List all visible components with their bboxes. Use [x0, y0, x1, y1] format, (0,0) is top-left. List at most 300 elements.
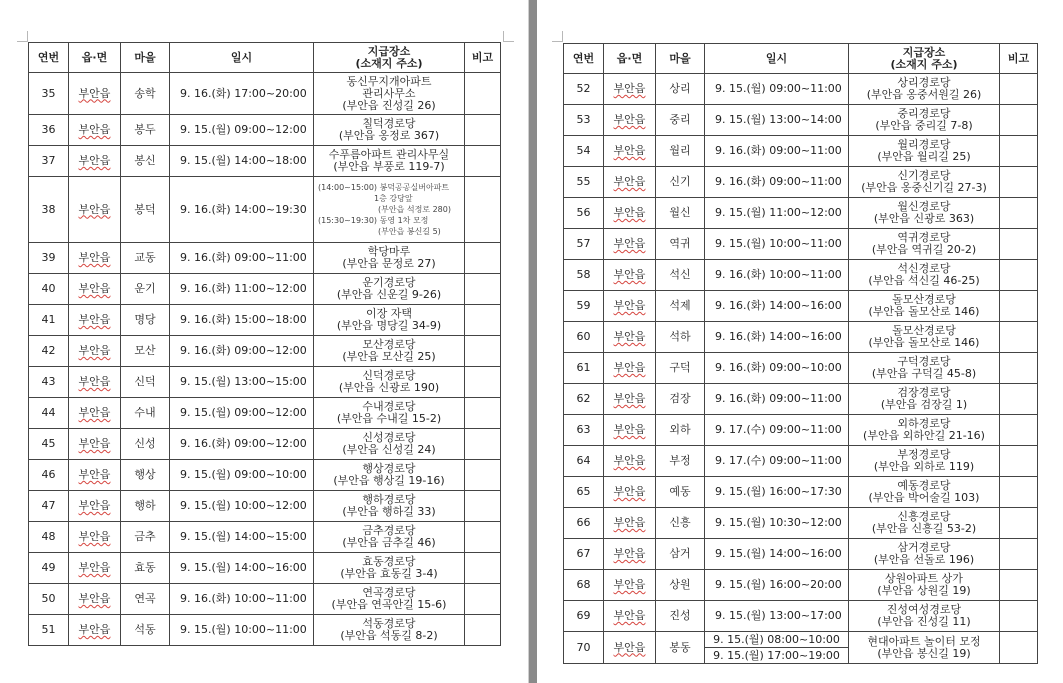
place-address: (부안읍 석동길 8-2) — [340, 629, 438, 642]
row-place — [314, 73, 465, 115]
row-datetime: 9. 15.(월) 09:00~12:00 — [170, 115, 314, 146]
row-place — [849, 136, 1000, 167]
header-town: 읍·면 — [69, 43, 121, 73]
place-address: (부안읍 모산길 25) — [342, 350, 436, 363]
row-number: 37 — [29, 146, 69, 177]
row-note — [1000, 415, 1038, 446]
row-village: 수내 — [121, 398, 170, 429]
place-address: (부안읍 신흥길 53-2) — [871, 522, 977, 535]
row-note — [465, 584, 501, 615]
row-note — [1000, 477, 1038, 508]
place-name: 이장 자택 — [365, 307, 412, 320]
town-name: 부안읍 — [78, 202, 111, 216]
row-number: 62 — [564, 384, 604, 415]
row-number: 68 — [564, 570, 604, 601]
row-place — [849, 508, 1000, 539]
row-number: 48 — [29, 522, 69, 553]
place-name: 중리경로당 — [897, 107, 951, 120]
row-note — [465, 615, 501, 646]
row-number: 57 — [564, 229, 604, 260]
row-town — [69, 491, 121, 522]
place-name: 석신경로당 — [897, 262, 951, 275]
row-datetime: 9. 15.(월) 16:00~17:30 — [705, 477, 849, 508]
row-datetime: 9. 15.(월) 13:00~17:00 — [705, 601, 849, 632]
row-datetime: 9. 16.(화) 14:00~16:00 — [705, 291, 849, 322]
town-name: 부안읍 — [613, 206, 646, 219]
row-place — [314, 146, 465, 177]
datetime-slot: 9. 15.(월) 17:00~19:00 — [705, 647, 848, 663]
place-address: (부안읍 구덕길 45-8) — [871, 367, 977, 380]
row-town — [69, 115, 121, 146]
row-number: 45 — [29, 429, 69, 460]
table-row — [564, 384, 1038, 415]
row-town — [604, 105, 656, 136]
row-datetime: 9. 17.(수) 09:00~11:00 — [705, 446, 849, 477]
row-town — [604, 291, 656, 322]
row-number: 61 — [564, 353, 604, 384]
place-address: (부안읍 문정로 27) — [342, 257, 436, 270]
crop-mark-top-left — [17, 31, 28, 42]
place-name: 상리경로당 — [897, 76, 951, 89]
row-number: 70 — [564, 632, 604, 664]
row-number: 56 — [564, 198, 604, 229]
row-village: 예동 — [656, 477, 705, 508]
town-name: 부안읍 — [613, 113, 646, 126]
row-town — [604, 322, 656, 353]
row-place — [849, 446, 1000, 477]
table-row — [564, 136, 1038, 167]
row-place — [314, 115, 465, 146]
town-name: 부안읍 — [613, 299, 646, 312]
header-num: 연번 — [29, 43, 69, 73]
row-note — [1000, 508, 1038, 539]
place-name: 모산경로당 — [362, 338, 416, 351]
row-village: 외하 — [656, 415, 705, 446]
row-town — [604, 198, 656, 229]
town-name: 부안읍 — [78, 282, 111, 295]
table-row — [564, 632, 1038, 664]
row-note — [465, 429, 501, 460]
table-row — [29, 553, 501, 584]
row-datetime: 9. 15.(월) 09:00~12:00 — [170, 398, 314, 429]
place-address: (부안읍 신성길 24) — [342, 443, 436, 456]
row-village: 행하 — [121, 491, 170, 522]
place-name: 돌모산경로당 — [892, 293, 956, 306]
table-row — [564, 74, 1038, 105]
place-address: (부안읍 부풍로 119-7) — [333, 160, 445, 173]
right-page — [537, 0, 1063, 683]
place-name: 수푸름아파트 관리사무실 — [328, 148, 450, 161]
row-place — [849, 539, 1000, 570]
town-name: 부안읍 — [78, 499, 111, 512]
place-address: (부안읍 박어술길 103) — [868, 491, 980, 504]
row-village: 신덕 — [121, 367, 170, 398]
town-name: 부안읍 — [78, 375, 111, 388]
town-name: 부안읍 — [78, 313, 111, 326]
table-row — [29, 177, 501, 243]
row-number: 58 — [564, 260, 604, 291]
row-town — [69, 398, 121, 429]
place-address: (부안읍 월리길 25) — [877, 150, 971, 163]
row-datetime: 9. 15.(월) 10:00~11:00 — [705, 229, 849, 260]
place-address: (부안읍 검장길 1) — [880, 398, 968, 411]
place-address: (부안읍 수내길 15-2) — [336, 412, 442, 425]
header-village: 마을 — [121, 43, 170, 73]
town-name: 부안읍 — [78, 561, 111, 574]
place-name: 칠덕경로당 — [362, 117, 416, 130]
town-name: 부안읍 — [78, 344, 111, 357]
place-name: 석동경로당 — [362, 617, 416, 630]
row-town — [69, 460, 121, 491]
row-note — [465, 460, 501, 491]
row-number: 53 — [564, 105, 604, 136]
town-name: 부안읍 — [613, 485, 646, 498]
row-village: 역귀 — [656, 229, 705, 260]
row-note — [1000, 322, 1038, 353]
row-place — [314, 615, 465, 646]
left-table — [28, 42, 501, 646]
place-name: 효동경로당 — [362, 555, 416, 568]
row-datetime: 9. 16.(화) 09:00~11:00 — [705, 167, 849, 198]
crop-mark-top-left — [552, 31, 563, 42]
table-row — [564, 260, 1038, 291]
header-place: 지급장소 (소재지 주소) — [314, 43, 465, 73]
row-note — [465, 274, 501, 305]
row-number: 59 — [564, 291, 604, 322]
row-datetime: 9. 16.(화) 11:00~12:00 — [170, 274, 314, 305]
row-town — [69, 553, 121, 584]
row-place — [314, 305, 465, 336]
place-name: 외하경로당 — [897, 417, 951, 430]
town-name: 부안읍 — [78, 123, 111, 136]
row-village: 신성 — [121, 429, 170, 460]
town-name: 부안읍 — [613, 609, 646, 622]
row-town — [604, 601, 656, 632]
row-village: 송학 — [121, 73, 170, 115]
place-line: (15:30~19:30) 동영 1차 모정 — [318, 216, 429, 225]
row-note — [465, 398, 501, 429]
row-place — [314, 398, 465, 429]
row-note — [1000, 167, 1038, 198]
row-note — [465, 305, 501, 336]
row-datetime — [705, 632, 849, 664]
place-name: 금추경로당 — [362, 524, 416, 537]
row-town — [604, 229, 656, 260]
row-town — [69, 615, 121, 646]
row-place — [849, 229, 1000, 260]
table-row — [564, 198, 1038, 229]
row-datetime: 9. 16.(화) 09:00~11:00 — [705, 136, 849, 167]
row-town — [604, 632, 656, 664]
row-number: 38 — [29, 177, 69, 243]
row-note — [465, 243, 501, 274]
table-row — [29, 274, 501, 305]
row-note — [1000, 74, 1038, 105]
place-address: (부안읍 상원길 19) — [877, 584, 971, 597]
place-name: 수내경로당 — [362, 400, 416, 413]
place-line: (부안읍 석정로 280) — [378, 205, 451, 214]
town-name: 부안읍 — [78, 468, 111, 481]
table-row — [564, 415, 1038, 446]
table-row — [29, 615, 501, 646]
row-note — [1000, 105, 1038, 136]
place-address: (부안읍 중리길 7-8) — [875, 119, 973, 132]
row-number: 50 — [29, 584, 69, 615]
header-note: 비고 — [1000, 44, 1038, 74]
town-name: 부안읍 — [613, 423, 646, 436]
place-name: 검장경로당 — [897, 386, 951, 399]
town-name: 부안읍 — [613, 82, 646, 95]
row-village: 진성 — [656, 601, 705, 632]
row-town — [69, 177, 121, 243]
place-name: 삼거경로당 — [897, 541, 951, 554]
row-datetime: 9. 16.(화) 09:00~12:00 — [170, 429, 314, 460]
place-line: (14:00~15:00) 봉덕공공실버아파트 — [318, 183, 450, 192]
row-note — [1000, 136, 1038, 167]
row-datetime: 9. 16.(화) 14:00~19:30 — [170, 177, 314, 243]
row-village: 상리 — [656, 74, 705, 105]
row-note — [465, 73, 501, 115]
row-place — [849, 260, 1000, 291]
place-name: 학당마루 — [367, 245, 411, 258]
table-row — [564, 539, 1038, 570]
row-village: 중리 — [656, 105, 705, 136]
place-name: 돌모산경로당 — [892, 324, 956, 337]
row-datetime: 9. 15.(월) 10:30~12:00 — [705, 508, 849, 539]
header-num: 연번 — [564, 44, 604, 74]
row-place — [314, 491, 465, 522]
row-town — [69, 146, 121, 177]
row-place — [314, 429, 465, 460]
row-village: 모산 — [121, 336, 170, 367]
place-name: 역귀경로당 — [897, 231, 951, 244]
town-name: 부안읍 — [613, 175, 646, 188]
row-place — [314, 243, 465, 274]
town-name: 부안읍 — [613, 392, 646, 405]
row-town — [69, 336, 121, 367]
place-name: 현대아파트 놀이터 모정 — [867, 634, 981, 648]
row-number: 49 — [29, 553, 69, 584]
header-village: 마을 — [656, 44, 705, 74]
row-datetime: 9. 15.(월) 10:00~11:00 — [170, 615, 314, 646]
row-place — [849, 601, 1000, 632]
row-place — [314, 584, 465, 615]
row-number: 66 — [564, 508, 604, 539]
table-row — [29, 398, 501, 429]
table-row — [564, 353, 1038, 384]
row-number: 69 — [564, 601, 604, 632]
place-address: (부안읍 석신길 46-25) — [868, 274, 980, 287]
town-name: 부안읍 — [78, 251, 111, 264]
row-village: 삼거 — [656, 539, 705, 570]
row-town — [604, 446, 656, 477]
row-town — [604, 477, 656, 508]
row-number: 51 — [29, 615, 69, 646]
row-town — [604, 384, 656, 415]
row-town — [69, 584, 121, 615]
place-name: 신기경로당 — [897, 169, 951, 182]
row-datetime: 9. 16.(화) 10:00~11:00 — [705, 260, 849, 291]
row-place — [314, 177, 465, 243]
town-name: 부안읍 — [613, 454, 646, 467]
row-place — [849, 477, 1000, 508]
crop-mark-top-right — [503, 31, 514, 42]
table-row — [564, 446, 1038, 477]
row-datetime: 9. 15.(월) 14:00~18:00 — [170, 146, 314, 177]
row-note — [465, 553, 501, 584]
town-name: 부안읍 — [613, 237, 646, 250]
place-name: 구덕경로당 — [897, 355, 951, 368]
row-note — [465, 177, 501, 243]
place-address: (부안읍 돌모산로 146) — [868, 336, 980, 349]
row-number: 63 — [564, 415, 604, 446]
row-datetime: 9. 16.(화) 09:00~10:00 — [705, 353, 849, 384]
place-name: 진성여성경로당 — [886, 603, 962, 616]
row-datetime: 9. 15.(월) 16:00~20:00 — [705, 570, 849, 601]
place-line: (부안읍 봉신길 5) — [378, 227, 441, 236]
place-name: 연곡경로당 — [362, 586, 416, 599]
row-town — [604, 508, 656, 539]
place-address: (부안읍 봉신길 19) — [877, 646, 971, 660]
row-village: 검장 — [656, 384, 705, 415]
row-datetime: 9. 15.(월) 09:00~10:00 — [170, 460, 314, 491]
row-number: 67 — [564, 539, 604, 570]
row-note — [1000, 384, 1038, 415]
town-name: 부안읍 — [613, 578, 646, 591]
table-row — [29, 367, 501, 398]
table-row — [564, 508, 1038, 539]
row-datetime: 9. 15.(월) 13:00~15:00 — [170, 367, 314, 398]
table-row — [564, 570, 1038, 601]
town-name: 부안읍 — [613, 640, 646, 654]
row-note — [465, 491, 501, 522]
header-row — [564, 44, 1038, 74]
row-number: 40 — [29, 274, 69, 305]
row-number: 54 — [564, 136, 604, 167]
row-place — [849, 74, 1000, 105]
row-number: 36 — [29, 115, 69, 146]
row-note — [1000, 353, 1038, 384]
row-town — [604, 570, 656, 601]
place-address: (부안읍 옹중신기길 27-3) — [861, 181, 987, 194]
row-place — [849, 105, 1000, 136]
row-place — [314, 460, 465, 491]
row-town — [604, 539, 656, 570]
row-datetime: 9. 15.(월) 13:00~14:00 — [705, 105, 849, 136]
place-address: (부안읍 진성길 11) — [877, 615, 971, 628]
place-address: (부안읍 역귀길 20-2) — [871, 243, 977, 256]
row-town — [69, 429, 121, 460]
row-place — [314, 274, 465, 305]
town-name: 부안읍 — [613, 330, 646, 343]
row-number: 42 — [29, 336, 69, 367]
row-datetime: 9. 16.(화) 09:00~11:00 — [705, 384, 849, 415]
row-datetime: 9. 15.(월) 11:00~12:00 — [705, 198, 849, 229]
town-name: 부안읍 — [613, 361, 646, 374]
row-town — [604, 260, 656, 291]
place-address: (부안읍 옹중서원길 26) — [866, 88, 982, 101]
place-address: (부안읍 명당길 34-9) — [336, 319, 442, 332]
town-name: 부안읍 — [78, 154, 111, 167]
row-number: 41 — [29, 305, 69, 336]
row-place — [849, 570, 1000, 601]
datetime-slot: 9. 15.(월) 08:00~10:00 — [713, 633, 840, 646]
row-town — [69, 73, 121, 115]
row-village: 효동 — [121, 553, 170, 584]
row-place — [849, 384, 1000, 415]
place-address: (부안읍 행하길 33) — [342, 505, 436, 518]
place-name: 동신무지개아파트 — [346, 74, 432, 88]
row-village: 봉동 — [656, 632, 705, 664]
row-village: 봉신 — [121, 146, 170, 177]
place-name: 신덕경로당 — [362, 369, 416, 382]
row-town — [604, 415, 656, 446]
table-row — [29, 336, 501, 367]
table-row — [29, 491, 501, 522]
row-town — [69, 367, 121, 398]
header-row — [29, 43, 501, 73]
table-row — [564, 291, 1038, 322]
row-town — [69, 522, 121, 553]
row-note — [465, 146, 501, 177]
place-name: 월리경로당 — [897, 138, 951, 151]
row-place — [849, 632, 1000, 664]
place-name: 운기경로당 — [362, 276, 416, 289]
row-note — [1000, 291, 1038, 322]
row-datetime: 9. 16.(화) 10:00~11:00 — [170, 584, 314, 615]
row-number: 55 — [564, 167, 604, 198]
place-name: 신성경로당 — [362, 431, 416, 444]
row-village: 석동 — [121, 615, 170, 646]
row-number: 35 — [29, 73, 69, 115]
town-name: 부안읍 — [613, 268, 646, 281]
row-village: 석하 — [656, 322, 705, 353]
right-table — [563, 43, 1038, 664]
table-row — [29, 584, 501, 615]
row-village: 봉두 — [121, 115, 170, 146]
town-name: 부안읍 — [78, 406, 111, 419]
table-row — [29, 146, 501, 177]
row-note — [1000, 198, 1038, 229]
table-row — [29, 522, 501, 553]
row-datetime: 9. 16.(화) 15:00~18:00 — [170, 305, 314, 336]
place-address: (부안읍 행상길 19-16) — [333, 474, 445, 487]
place-address: 관리사무소 — [362, 86, 416, 100]
place-name: 행상경로당 — [362, 462, 416, 475]
row-town — [604, 167, 656, 198]
table-row — [29, 429, 501, 460]
row-datetime: 9. 16.(화) 09:00~11:00 — [170, 243, 314, 274]
row-note — [465, 522, 501, 553]
row-village: 운기 — [121, 274, 170, 305]
row-place — [314, 336, 465, 367]
row-datetime: 9. 15.(월) 10:00~12:00 — [170, 491, 314, 522]
row-place — [849, 415, 1000, 446]
row-datetime: 9. 15.(월) 09:00~11:00 — [705, 74, 849, 105]
table-row — [29, 243, 501, 274]
place-line: 1층 강당앞 — [374, 194, 413, 203]
row-note — [1000, 446, 1038, 477]
row-village: 월신 — [656, 198, 705, 229]
row-datetime: 9. 17.(수) 09:00~11:00 — [705, 415, 849, 446]
table-row — [564, 167, 1038, 198]
town-name: 부안읍 — [78, 437, 111, 450]
row-village: 부정 — [656, 446, 705, 477]
place-address: (부안읍 옹정로 367) — [338, 129, 440, 142]
row-village: 신기 — [656, 167, 705, 198]
row-number: 44 — [29, 398, 69, 429]
row-place — [849, 322, 1000, 353]
